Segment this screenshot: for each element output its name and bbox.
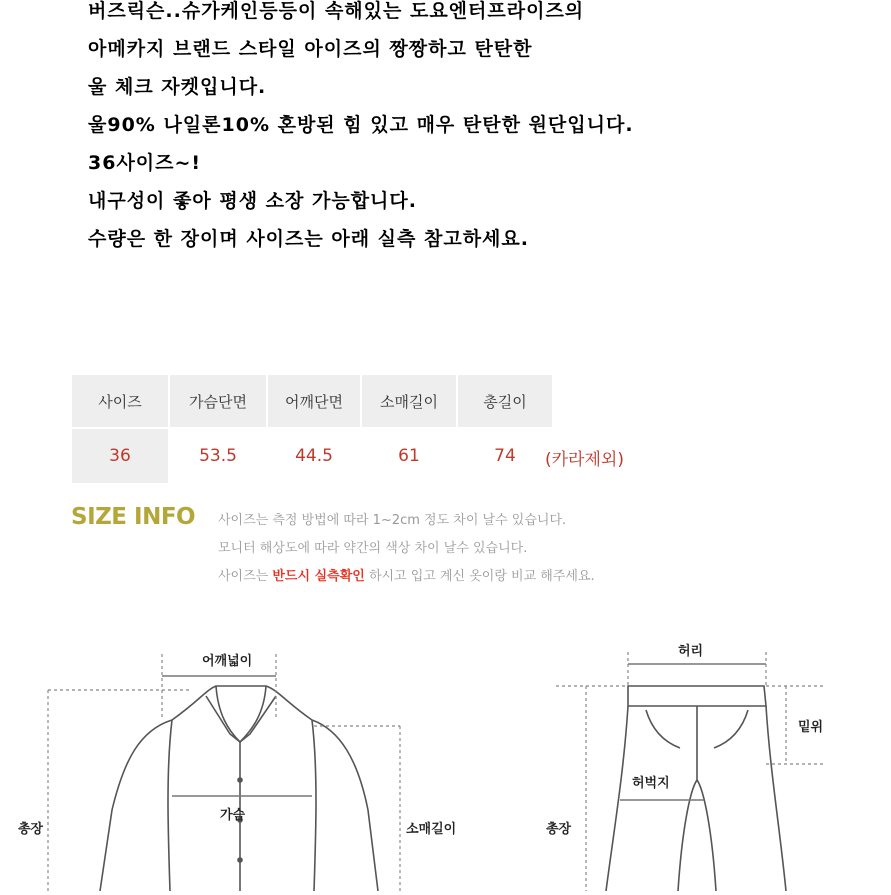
value-chest: 53.5 <box>170 429 266 483</box>
description-line: 버즈릭슨..슈가케인등등이 속해있는 도요엔터프라이즈의 <box>88 0 585 22</box>
header-sleeve: 소매길이 <box>362 375 456 427</box>
shirt-illustration <box>100 686 378 891</box>
size-info-line <box>218 563 595 591</box>
value-sleeve: 61 <box>362 429 456 483</box>
header-chest: 가슴단면 <box>170 375 266 427</box>
description-line: 아메카지 브랜드 스타일 아이즈의 짱짱하고 탄탄한 <box>88 38 533 60</box>
size-table-value-row <box>72 429 552 483</box>
size-info-line: 모니터 해상도에 따라 약간의 색상 차이 날수 있습니다. <box>218 541 528 556</box>
description-line: 내구성이 좋아 평생 소장 가능합니다. <box>88 190 417 212</box>
size-table-header-row <box>72 375 552 427</box>
description-line: 울 체크 자켓입니다. <box>88 76 267 98</box>
size-info-line: 사이즈는 측정 방법에 따라 1~2cm 정도 차이 날수 있습니다. <box>218 513 567 528</box>
shirt-total-length-label: 총장 <box>18 822 44 837</box>
rise-label: 밑위 <box>798 720 824 735</box>
shirt-measure-lines <box>48 654 400 891</box>
description-line: 36사이즈~! <box>88 152 202 174</box>
size-info-line3-pre: 사이즈는 <box>218 569 273 584</box>
value-shoulder: 44.5 <box>268 429 360 483</box>
size-info-title: SIZE INFO <box>71 504 196 530</box>
thigh-label: 허벅지 <box>632 776 670 791</box>
measurement-diagram-svg <box>0 630 891 891</box>
size-info-line3-post: 하시고 입고 계신 옷이랑 비교 해주세요. <box>364 569 595 584</box>
waist-label: 허리 <box>678 644 704 659</box>
shirt-measure-solid <box>162 676 312 796</box>
value-size: 36 <box>72 429 168 483</box>
value-total-length: 74 <box>458 429 552 483</box>
header-size: 사이즈 <box>72 375 168 427</box>
chest-label: 가슴 <box>220 808 246 823</box>
shoulder-width-label: 어깨넓이 <box>202 654 253 669</box>
header-total-length: 총길이 <box>458 375 552 427</box>
header-shoulder: 어깨단면 <box>268 375 360 427</box>
size-info-highlight: 반드시 실측확인 <box>272 569 365 584</box>
sleeve-length-label: 소매길이 <box>406 822 457 837</box>
size-table <box>70 373 554 485</box>
measurement-diagram <box>0 630 891 895</box>
collar-excluded-note: (카라제외) <box>545 450 624 470</box>
description-line: 수량은 한 장이며 사이즈는 아래 실측 참고하세요. <box>88 228 529 250</box>
description-line: 울90% 나일론10% 혼방된 힘 있고 매우 탄탄한 원단입니다. <box>88 114 634 136</box>
pants-measure-lines <box>556 652 824 891</box>
product-description <box>88 0 634 258</box>
size-info-notes <box>218 507 595 591</box>
pants-total-length-label: 총장 <box>546 822 572 837</box>
